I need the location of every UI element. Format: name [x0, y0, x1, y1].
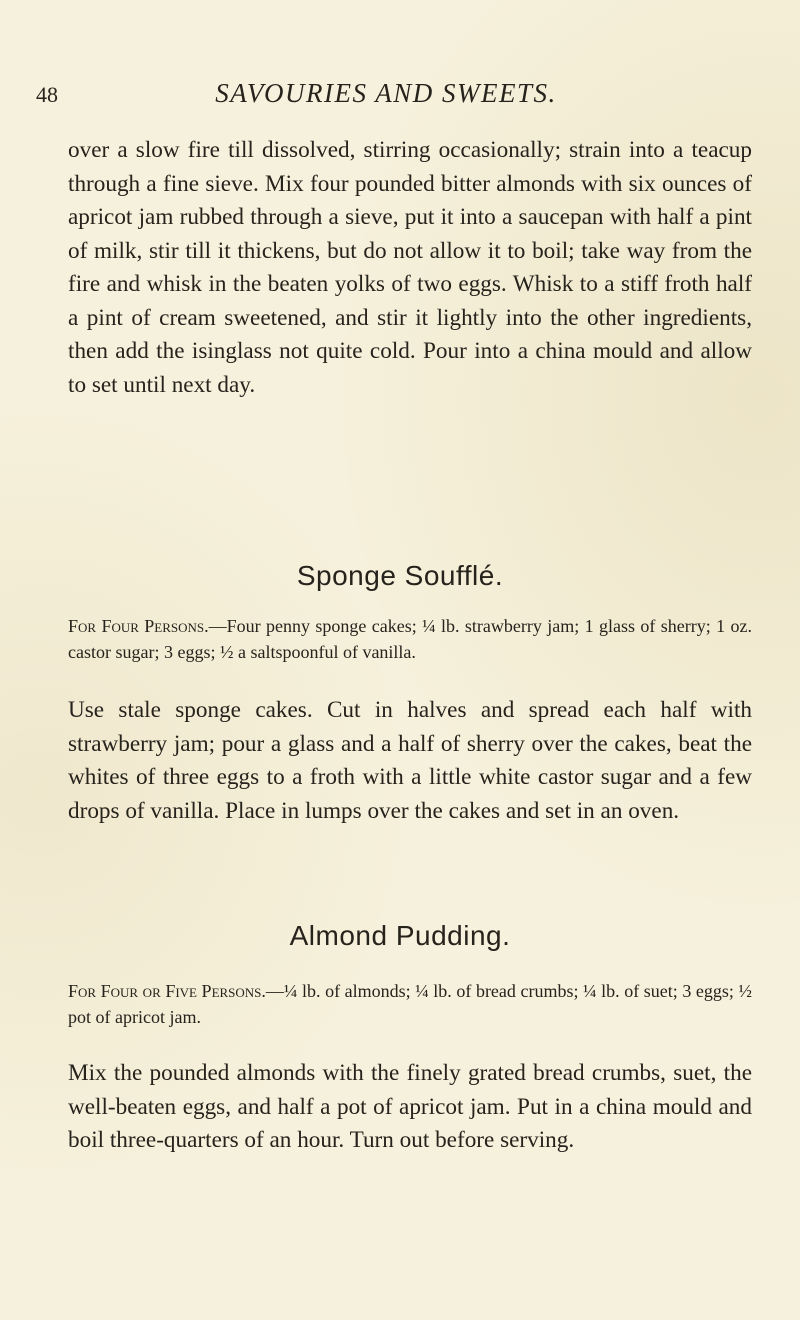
recipe-title-almond-pudding: Almond Pudding. — [289, 920, 511, 951]
recipe-title-sponge-souffle: Sponge Soufflé. — [296, 560, 504, 591]
serving-label: For Four or Five Persons. — [68, 981, 266, 1001]
page-number: 48 — [36, 82, 58, 107]
ingredient-list: —¼ lb. of almonds; ¼ lb. of bread crumbs; ¼ lb. of suet; 3 eggs; ½ pot of apricot jam. — [68, 981, 752, 1027]
recipe-method-almond-pudding: Mix the pounded almonds with the finely grated bread crumbs, suet, the well-beaten eggs, and half a pot of apricot jam. Put in a china mould and boil three-quarters of an hour. Turn out before serving. — [68, 1060, 752, 1153]
running-title: SAVOURIES AND SWEETS. — [215, 78, 557, 108]
recipe-ingredients-sponge-souffle — [68, 613, 752, 665]
serving-label: For Four Persons. — [68, 616, 209, 636]
recipe-method-sponge-souffle: Use stale sponge cakes. Cut in halves and spread each half with strawberry jam; pour a glass and a half of sherry over the cakes, beat the whites of three eggs to a froth with a little white castor sugar and a few drops of vanilla. Place in lumps over the cakes and set in an oven. — [68, 697, 752, 824]
recipe-ingredients-almond-pudding — [68, 978, 752, 1030]
continued-recipe-text: over a slow fire till dissolved, stirring occasionally; strain into a teacup through a fine sieve. Mix four pounded bitter almonds with six ounces of apricot jam rubbed through a sieve, put it into a saucepan with half a pint of milk, stir till it thickens, but do not allow it to boil; take way from the fire and whisk in the beaten yolks of two eggs. Whisk to a stiff froth half a pint of cream sweetened, and stir it lightly into the other ingredients, then add the isinglass not quite cold. Pour into a china mould and allow to set until next day. — [68, 137, 752, 398]
ingredient-list: —Four penny sponge cakes; ¼ lb. strawberry jam; 1 glass of sherry; 1 oz. castor sugar; 3 eggs; ½ a saltspoonful of vanilla. — [68, 616, 753, 662]
page-header — [36, 78, 736, 114]
